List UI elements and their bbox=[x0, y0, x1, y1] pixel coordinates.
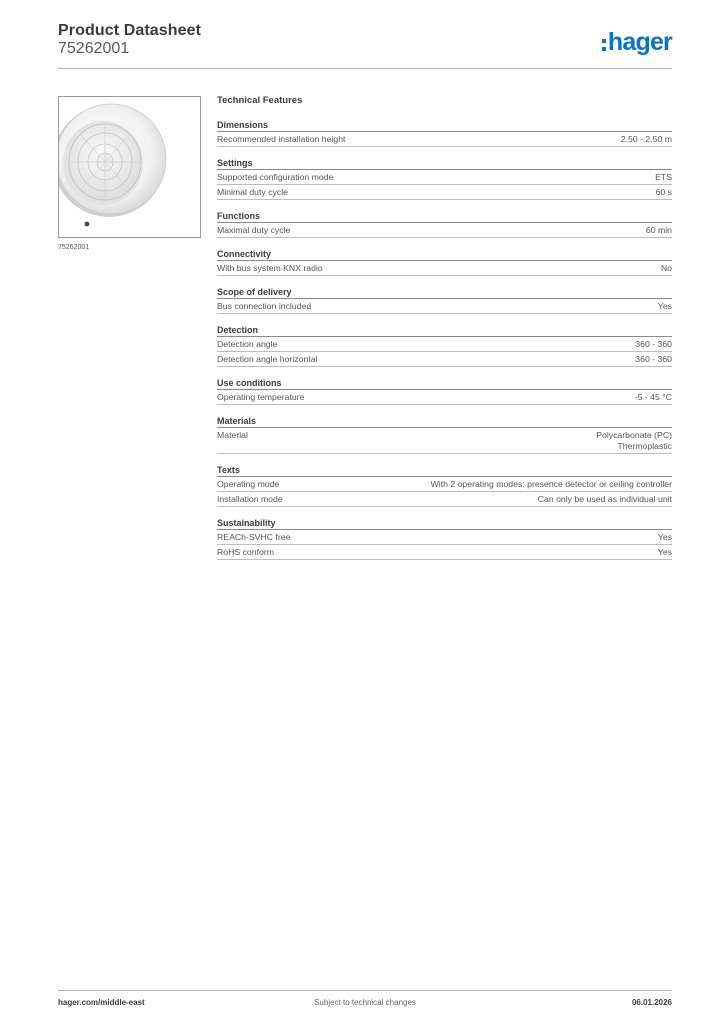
feature-value-line: Yes bbox=[657, 547, 672, 557]
feature-row bbox=[217, 390, 672, 405]
feature-row bbox=[217, 185, 672, 200]
feature-label: Detection angle horizontal bbox=[217, 354, 318, 364]
feature-row bbox=[217, 261, 672, 276]
feature-label: With bus system KNX radio bbox=[217, 263, 323, 273]
feature-value-line: 360 - 360 bbox=[635, 354, 672, 364]
page-footer bbox=[58, 998, 672, 1010]
feature-section bbox=[217, 517, 672, 560]
feature-section bbox=[217, 324, 672, 367]
feature-label: Recommended installation height bbox=[217, 134, 346, 144]
feature-section bbox=[217, 210, 672, 238]
feature-value-line: No bbox=[660, 263, 672, 273]
feature-value bbox=[288, 187, 672, 198]
feature-section bbox=[217, 248, 672, 276]
feature-value bbox=[274, 547, 672, 558]
section-title: Settings bbox=[217, 157, 672, 170]
section-title: Texts bbox=[217, 464, 672, 477]
feature-value-line: With 2 operating modes: presence detector or ceiling controller bbox=[430, 479, 672, 489]
footer-website-link[interactable]: hager.com/middle-east bbox=[58, 998, 145, 1007]
feature-section bbox=[217, 377, 672, 405]
feature-value bbox=[290, 532, 672, 543]
feature-row bbox=[217, 170, 672, 185]
feature-value-line: Yes bbox=[657, 301, 672, 311]
section-title: Connectivity bbox=[217, 248, 672, 261]
page-header bbox=[58, 20, 672, 70]
feature-label: Operating temperature bbox=[217, 392, 305, 402]
feature-value-line: 2.50 - 2.50 m bbox=[620, 134, 672, 144]
feature-row bbox=[217, 492, 672, 507]
feature-value-line: ETS bbox=[655, 172, 672, 182]
feature-value bbox=[345, 134, 672, 145]
feature-row bbox=[217, 299, 672, 314]
feature-value-line: 360 - 360 bbox=[635, 339, 672, 349]
features-title: Technical Features bbox=[217, 95, 303, 106]
feature-row bbox=[217, 223, 672, 238]
feature-value-line: -5 - 45 °C bbox=[634, 392, 672, 402]
hager-logo[interactable] bbox=[602, 28, 672, 56]
feature-label: Installation mode bbox=[217, 494, 283, 504]
feature-value bbox=[311, 301, 672, 312]
feature-section bbox=[217, 286, 672, 314]
feature-section bbox=[217, 464, 672, 507]
feature-label: Material bbox=[217, 430, 248, 440]
footer-divider bbox=[58, 990, 672, 991]
feature-section bbox=[217, 157, 672, 200]
feature-value-line: 60 min bbox=[645, 225, 672, 235]
feature-label: Bus connection included bbox=[217, 301, 312, 311]
feature-label: Detection angle bbox=[217, 339, 278, 349]
feature-row bbox=[217, 545, 672, 560]
technical-features bbox=[217, 94, 672, 570]
feature-value bbox=[248, 430, 672, 452]
feature-label: RoHS conform bbox=[217, 547, 274, 557]
feature-sections bbox=[217, 119, 672, 560]
section-title: Use conditions bbox=[217, 377, 672, 390]
image-caption: 75262001 bbox=[58, 244, 90, 251]
section-title: Sustainability bbox=[217, 517, 672, 530]
feature-value bbox=[333, 172, 672, 183]
footer-date: 06.01.2026 bbox=[631, 998, 672, 1007]
feature-value-line: Can only be used as individual unit bbox=[537, 494, 672, 504]
feature-value bbox=[283, 494, 672, 505]
product-number: 75262001 bbox=[58, 40, 130, 57]
feature-value bbox=[323, 263, 672, 274]
feature-section bbox=[217, 119, 672, 147]
feature-row bbox=[217, 428, 672, 454]
feature-value-line: 60 s bbox=[655, 187, 672, 197]
feature-row bbox=[217, 352, 672, 367]
section-title: Dimensions bbox=[217, 119, 672, 132]
feature-label: REACh-SVHC free bbox=[217, 532, 291, 542]
feature-row bbox=[217, 477, 672, 492]
feature-value bbox=[279, 479, 672, 490]
presence-detector-icon bbox=[59, 97, 200, 237]
feature-value bbox=[304, 392, 672, 403]
product-image bbox=[58, 96, 201, 238]
header-divider bbox=[58, 68, 672, 69]
footer-notice: Subject to technical changes bbox=[314, 998, 416, 1007]
section-title: Functions bbox=[217, 210, 672, 223]
feature-label: Maximal duty cycle bbox=[217, 225, 291, 235]
feature-label: Minimal duty cycle bbox=[217, 187, 288, 197]
feature-label: Operating mode bbox=[217, 479, 280, 489]
feature-value-line: Polycarbonate (PC) bbox=[596, 430, 672, 440]
feature-value bbox=[290, 225, 672, 236]
document-title: Product Datasheet bbox=[58, 22, 202, 39]
feature-row bbox=[217, 337, 672, 352]
feature-value bbox=[277, 339, 672, 350]
section-title: Materials bbox=[217, 415, 672, 428]
logo-dots-icon bbox=[602, 39, 606, 51]
feature-value-line: Yes bbox=[657, 532, 672, 542]
feature-label: Supported configuration mode bbox=[217, 172, 334, 182]
feature-section bbox=[217, 415, 672, 454]
feature-row bbox=[217, 530, 672, 545]
logo-text: hager bbox=[607, 27, 672, 56]
section-title: Detection bbox=[217, 324, 672, 337]
feature-row bbox=[217, 132, 672, 147]
feature-value-line: Thermoplastic bbox=[617, 441, 672, 451]
section-title: Scope of delivery bbox=[217, 286, 672, 299]
feature-value bbox=[317, 354, 672, 365]
